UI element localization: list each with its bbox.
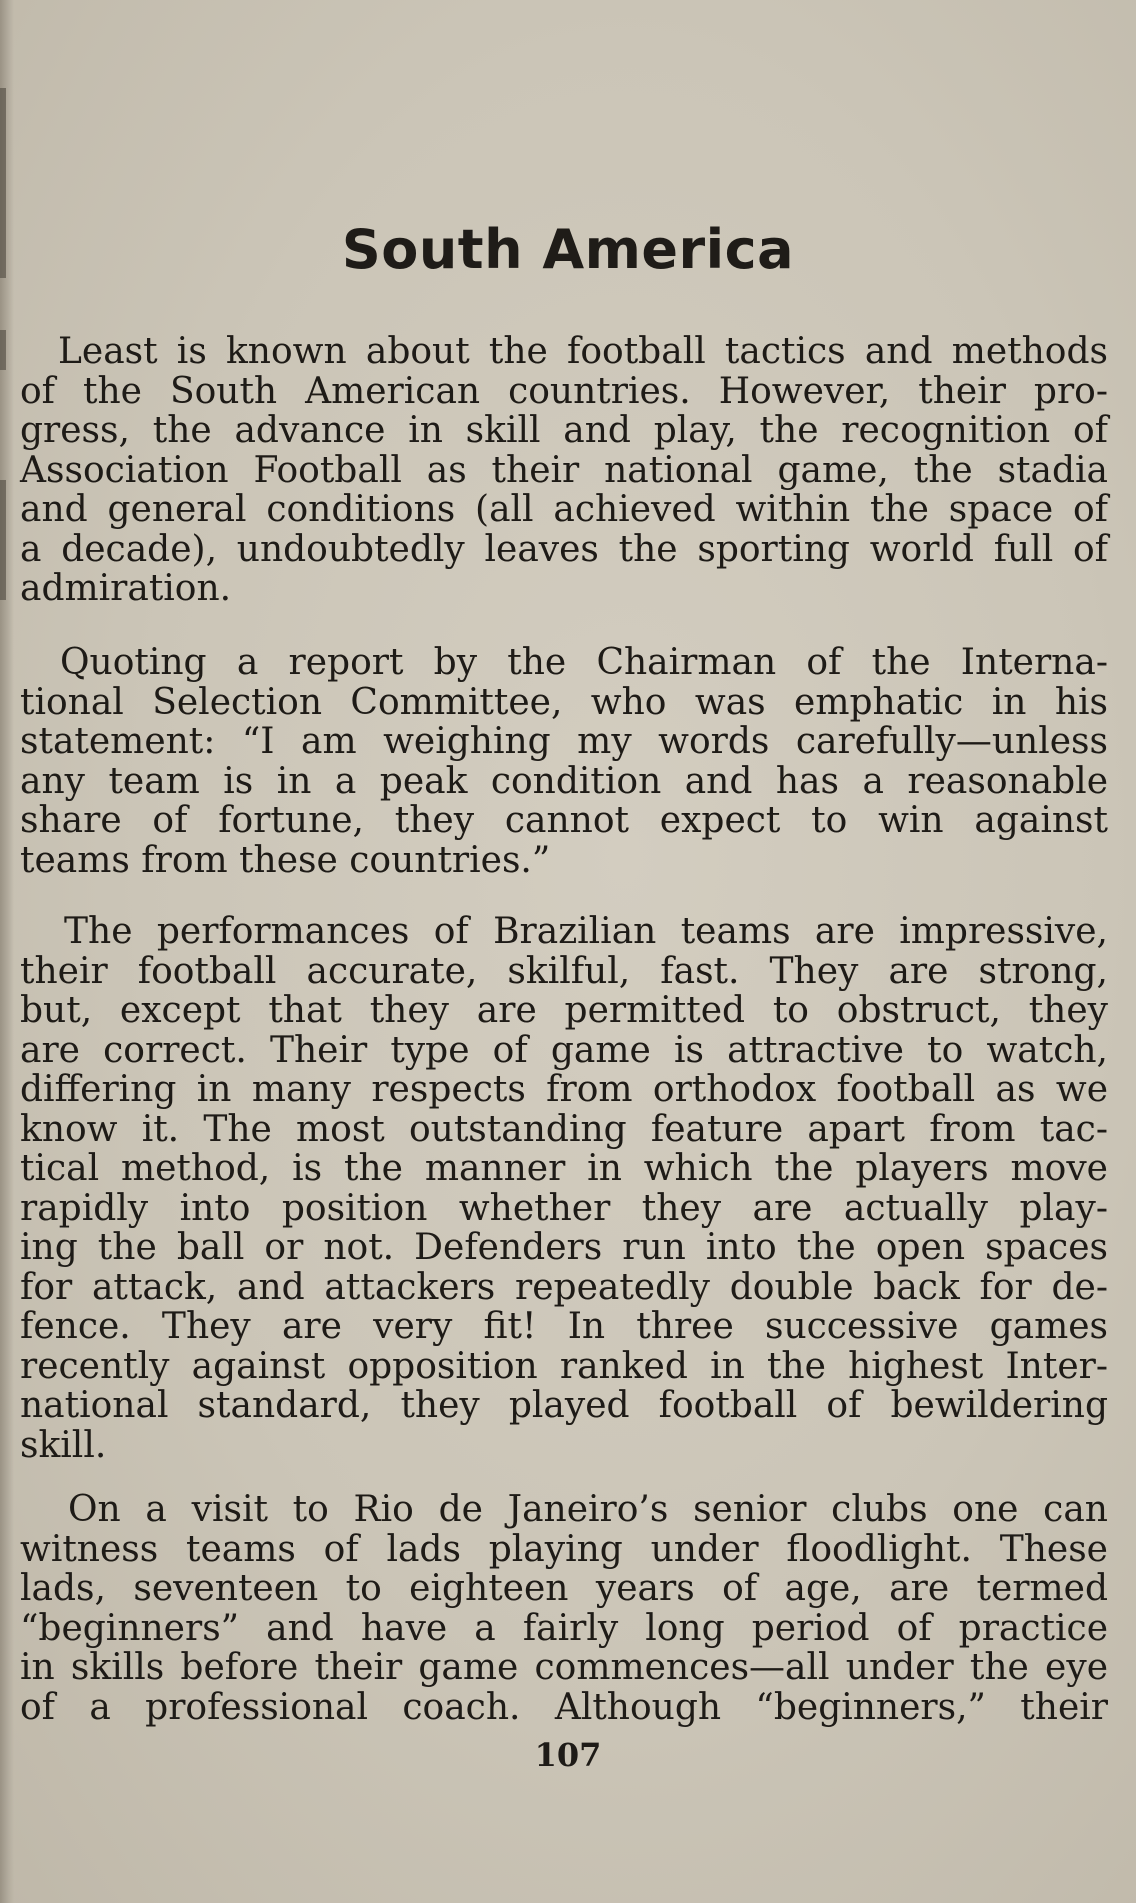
binding-edge: [0, 0, 14, 1903]
page-number: 107: [534, 1736, 602, 1774]
text-line: in skills before their game commences—all under the eye: [20, 1647, 1108, 1688]
text-line: Association Football as their national game, the stadia: [20, 449, 1108, 491]
text-line: share of fortune, they cannot expect to win against: [20, 800, 1108, 841]
text-line: Quoting a report by the Chairman of the Interna-: [60, 642, 1108, 683]
text-line: gress, the advance in skill and play, the recognition of: [20, 410, 1108, 451]
text-line: tional Selection Committee, who was emphatic in his: [20, 681, 1108, 723]
paragraph-4: [20, 1490, 1108, 1727]
paragraph-2: [20, 643, 1108, 880]
text-line: a decade), undoubtedly leaves the sporting world full of: [20, 528, 1108, 570]
text-line: teams from these countries.”: [20, 839, 551, 881]
text-line: know it. The most outstanding feature apart from tac-: [20, 1108, 1108, 1150]
paragraph-1: [20, 332, 1108, 609]
text-line: The performances of Brazilian teams are impressive,: [64, 911, 1108, 952]
text-line: of the South American countries. However, their pro-: [20, 370, 1108, 412]
text-line: witness teams of lads playing under floodlight. These: [20, 1528, 1108, 1570]
text-line: of a professional coach. Although “beginners,” their: [20, 1686, 1108, 1728]
text-line: admiration.: [20, 568, 232, 609]
text-line: skill.: [20, 1424, 107, 1466]
binding-mark: [0, 480, 6, 600]
text-line: but, except that they are permitted to obstruct, they: [20, 990, 1108, 1031]
text-line: statement: “I am weighing my words carefully—unless: [20, 721, 1108, 762]
text-line: any team is in a peak condition and has a reasonable: [20, 760, 1108, 802]
text-line: rapidly into position whether they are actually play-: [20, 1187, 1108, 1229]
paragraph-3: [20, 912, 1108, 1465]
text-line: recently against opposition ranked in the highest Inter-: [20, 1345, 1108, 1387]
text-line: ing the ball or not. Defenders run into the open spaces: [20, 1227, 1108, 1268]
text-line: for attack, and attackers repeatedly double back for de-: [20, 1266, 1108, 1308]
text-line: national standard, they played football of bewildering: [20, 1385, 1108, 1426]
text-line: differing in many respects from orthodox football as we: [20, 1069, 1108, 1110]
text-line: On a visit to Rio de Janeiro’s senior clubs one can: [68, 1489, 1108, 1530]
text-line: and general conditions (all achieved within the space of: [20, 489, 1108, 530]
text-line: are correct. Their type of game is attractive to watch,: [20, 1029, 1108, 1071]
text-line: fence. They are very fit! In three successive games: [20, 1306, 1108, 1347]
binding-mark: [0, 330, 6, 370]
text-line: Least is known about the football tactics and methods: [58, 331, 1108, 372]
text-line: tical method, is the manner in which the players move: [20, 1148, 1108, 1189]
text-line: “beginners” and have a fairly long period of practice: [20, 1607, 1108, 1649]
text-line: their football accurate, skilful, fast. They are strong,: [20, 950, 1108, 992]
text-line: lads, seventeen to eighteen years of age, are termed: [20, 1568, 1108, 1609]
page-title: South America: [341, 218, 795, 281]
